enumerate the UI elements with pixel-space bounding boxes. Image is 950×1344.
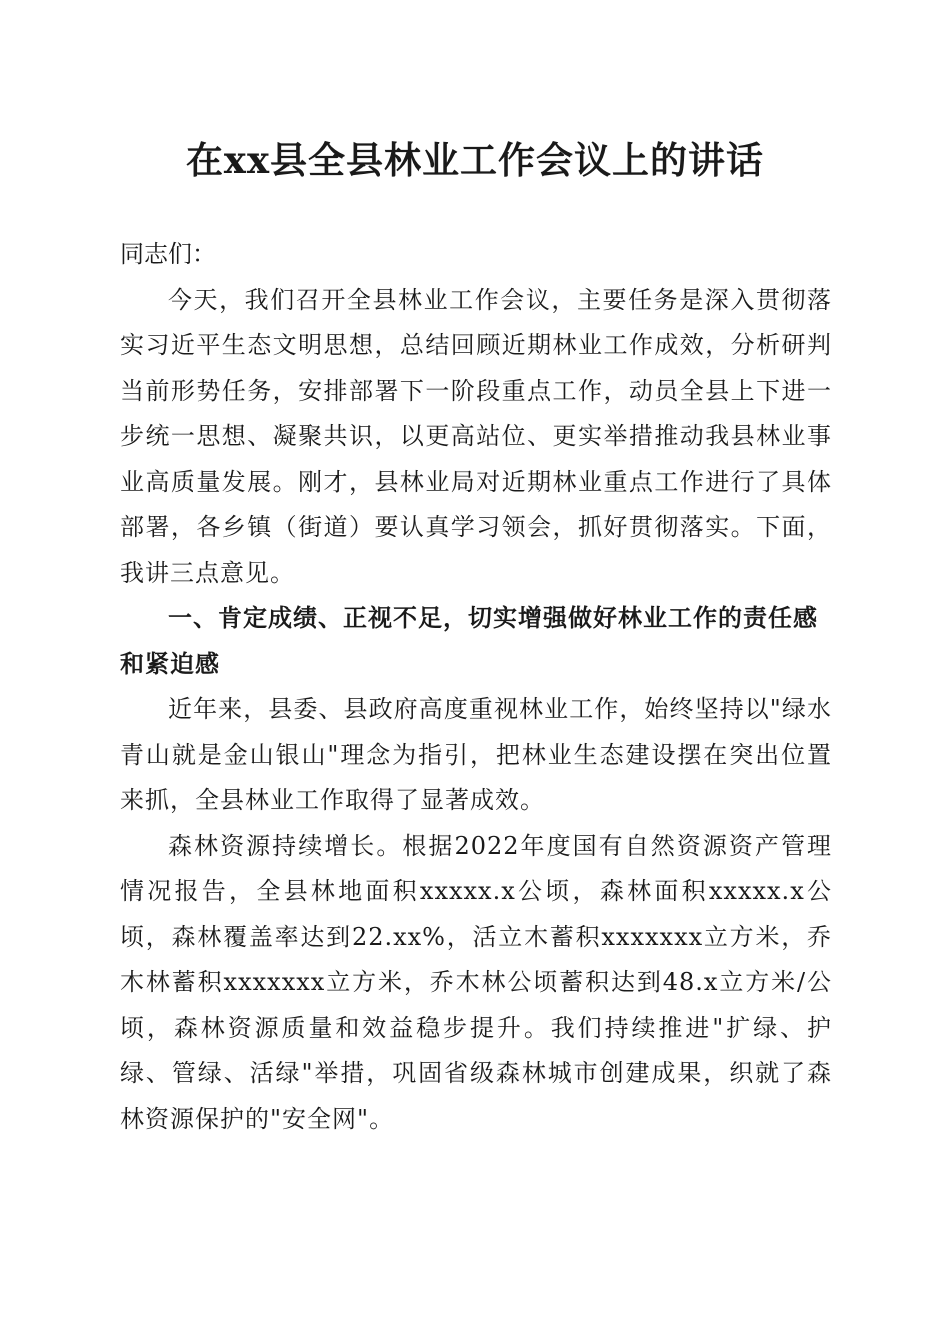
salutation: 同志们： (120, 240, 216, 268)
paragraph-intro: 今天，我们召开全县林业工作会议，主要任务是深入贯彻落实习近平生态文明思想，总结回顾近期林业工作成效，分析研判当前形势任务，安排部署下一阶段重点工作，动员全县上下进一步统一思想、凝聚共识，以更高站位、更实举措推动我县林业事业高质量发展。刚才，县林业局对近期林业重点工作进行了具体部署，各乡镇（街道）要认真学习领会，抓好贯彻落实。下面，我讲三点意见。 (120, 285, 832, 587)
paragraph-achievements: 近年来，县委、县政府高度重视林业工作，始终坚持以"绿水青山就是金山银山"理念为指引，把林业生态建设摆在突出位置来抓，全县林业工作取得了显著成效。 (120, 695, 832, 814)
paragraph-forest-resources: 森林资源持续增长。根据2022年度国有自然资源资产管理情况报告，全县林地面积xxxxx.x公顷，森林面积xxxxx.x公顷，森林覆盖率达到22.xx%，活立木蓄积xxxxxxx立方米，乔木林蓄积xxxxxxx立方米，乔木林公顷蓄积达到48.x立方米/公顷，森林资源质量和效益稳步提升。我们持续推进"扩绿、护绿、管绿、活绿"举措，巩固省级森林城市创建成果，织就了森林资源保护的"安全网"。 (120, 831, 832, 1133)
document-body (120, 232, 832, 1142)
document-title: 在xx县全县林业工作会议上的讲话 (185, 138, 765, 182)
section-heading-1: 一、肯定成绩、正视不足，切实增强做好林业工作的责任感和紧迫感 (120, 604, 818, 678)
